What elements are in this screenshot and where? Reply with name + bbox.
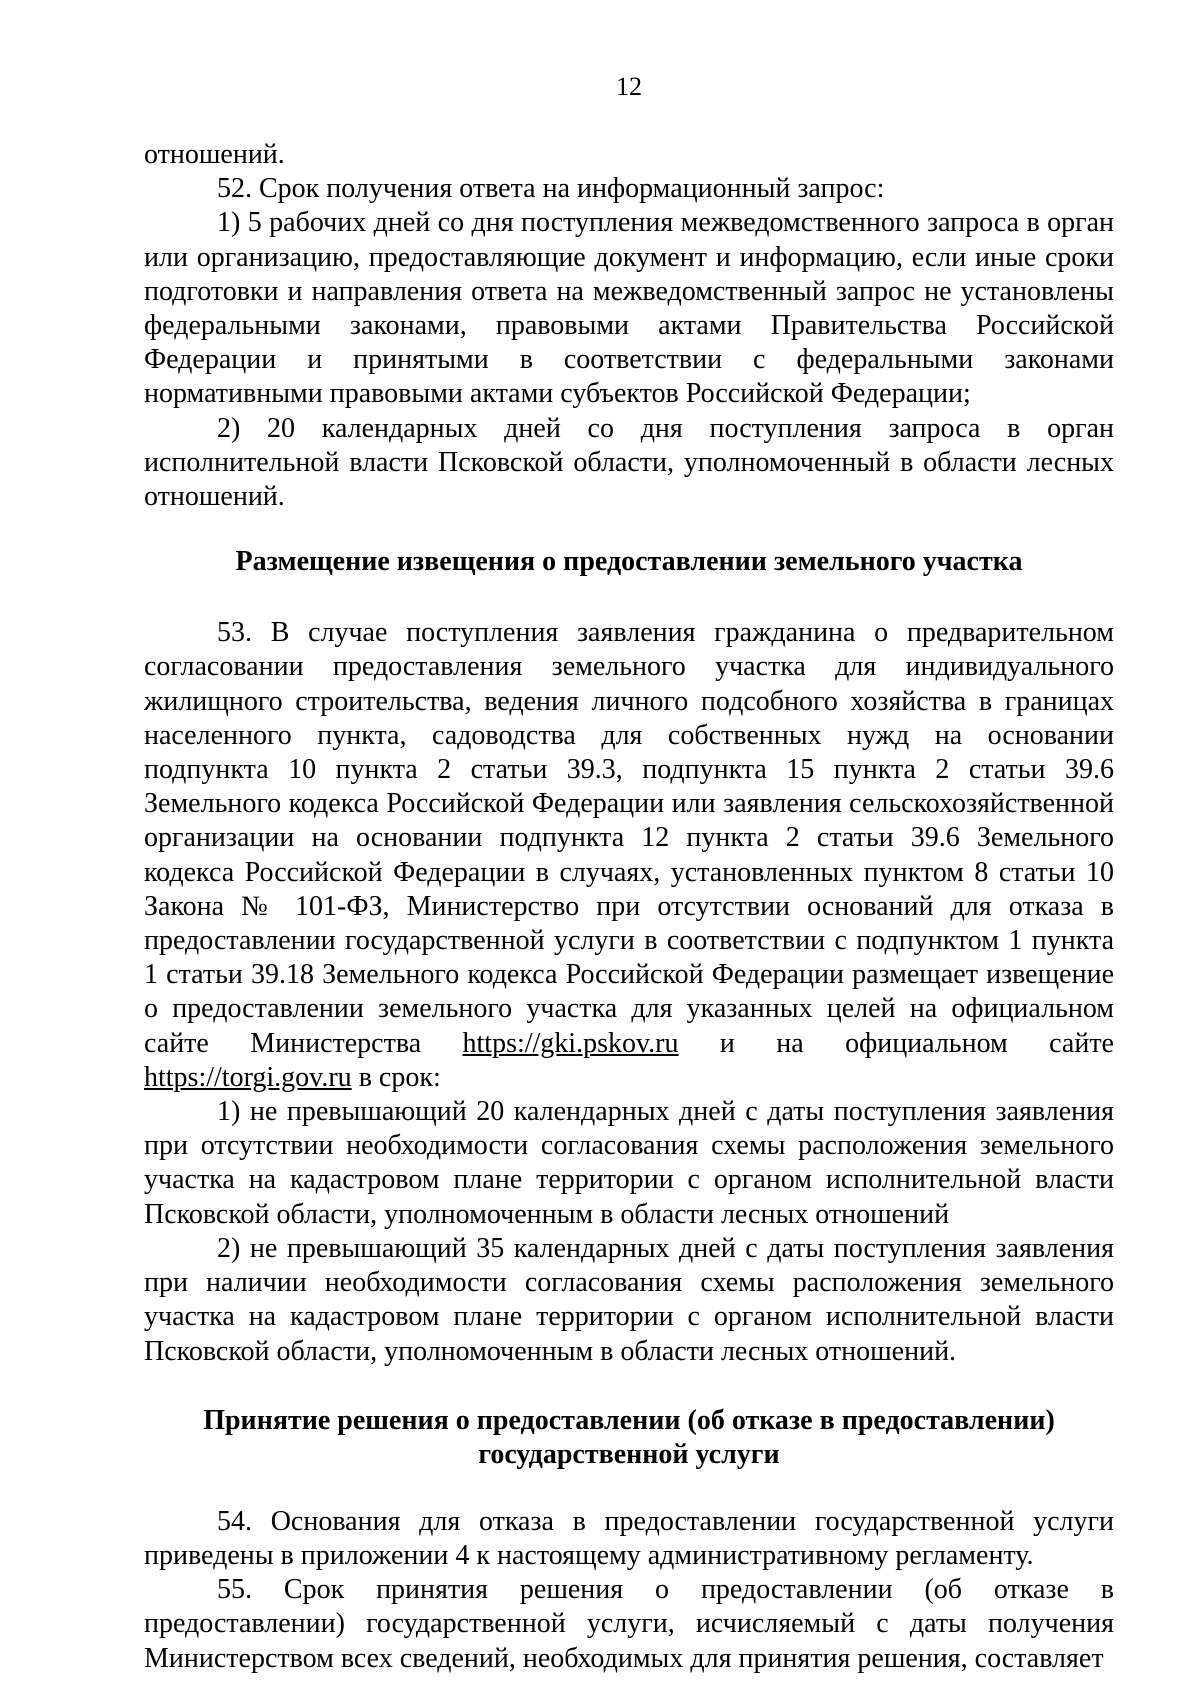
section-heading-decision-line-2: государственной услуги (478, 1438, 780, 1470)
paragraph-52-item-1: 1) 5 рабочих дней со дня поступления межведомственного запроса в орган или организацию, предоставляющие документ и информацию, если иные сроки подготовки и направления ответа на межведомственный запрос не установлены федеральными законами, правовыми актами Правительства Российской Федерации и принятыми в соответствии с федеральными законами нормативными правовыми актами субъектов Российской Федерации; (144, 207, 1114, 410)
section-heading-decision-line-1: Принятие решения о предоставлении (об отказе в предоставлении) (203, 1404, 1055, 1436)
ministry-site-link[interactable]: https://gki.pskov.ru (462, 1027, 679, 1059)
paragraph-continuation: отношений. (144, 139, 285, 170)
section-heading-decision (144, 1404, 1114, 1472)
torgi-site-link[interactable]: https://torgi.gov.ru (144, 1061, 352, 1093)
paragraph-54: 54. Основания для отказа в предоставлении государственной услуги приведены в приложении 4 к настоящему административному регламенту. (144, 1505, 1114, 1571)
page-number: 12 (616, 72, 642, 101)
paragraph-52: 52. Срок получения ответа на информационный запрос: (217, 173, 885, 205)
paragraph-53 (144, 616, 1114, 1095)
paragraph-53-item-1: 1) не превышающий 20 календарных дней с даты поступления заявления при отсутствии необходимости согласования схемы расположения земельного участка на кадастровом плане территории с органом исполнительной власти Псковской области, уполномоченным в области лесных отношений (144, 1096, 1114, 1230)
paragraph-53-text-c: в срок: (351, 1061, 441, 1093)
paragraph-53-text-b: и на официальном сайте (678, 1027, 1114, 1059)
paragraph-53-item-2: 2) не превышающий 35 календарных дней с даты поступления заявления при наличии необходимости согласования схемы расположения земельного участка на кадастровом плане территории с органом исполнительной власти Псковской области, уполномоченным в области лесных отношений. (144, 1232, 1114, 1367)
paragraph-53-text-a: 53. В случае поступления заявления гражданина о предварительном согласовании предоставления земельного участка для индивидуального жилищного строительства, ведения личного подсобного хозяйства в границах населенного пункта, садоводства для собственных нужд на основании подпункта 10 пункта 2 статьи 39.3, подпункта 15 пункта 2 статьи 39.6 Земельного кодекса Российской Федерации или заявления сельскохозяйственной организации на основании подпункта 12 пункта 2 статьи 39.6 Земельного кодекса Российской Федерации в случаях, установленных пунктом 8 статьи 10 Закона № 101-ФЗ, Министерство при отсутствии оснований для отказа в предоставлении государственной услуги в соответствии с подпунктом 1 пункта 1 статьи 39.18 Земельного кодекса Российской Федерации размещает извещение о предоставлении земельного участка для указанных целей на официальном сайте Министерства (144, 617, 1114, 1059)
section-heading-notice: Размещение извещения о предоставлении земельного участка (235, 546, 1023, 578)
document-page (144, 72, 1114, 1676)
paragraph-52-item-2: 2) 20 календарных дней со дня поступления запроса в орган исполнительной власти Псковской области, уполномоченный в области лесных отношений. (144, 412, 1114, 513)
paragraph-55: 55. Срок принятия решения о предоставлении (об отказе в предоставлении) государственной услуги, исчисляемый с даты получения Министерством всех сведений, необходимых для принятия решения, составляет (144, 1574, 1114, 1674)
